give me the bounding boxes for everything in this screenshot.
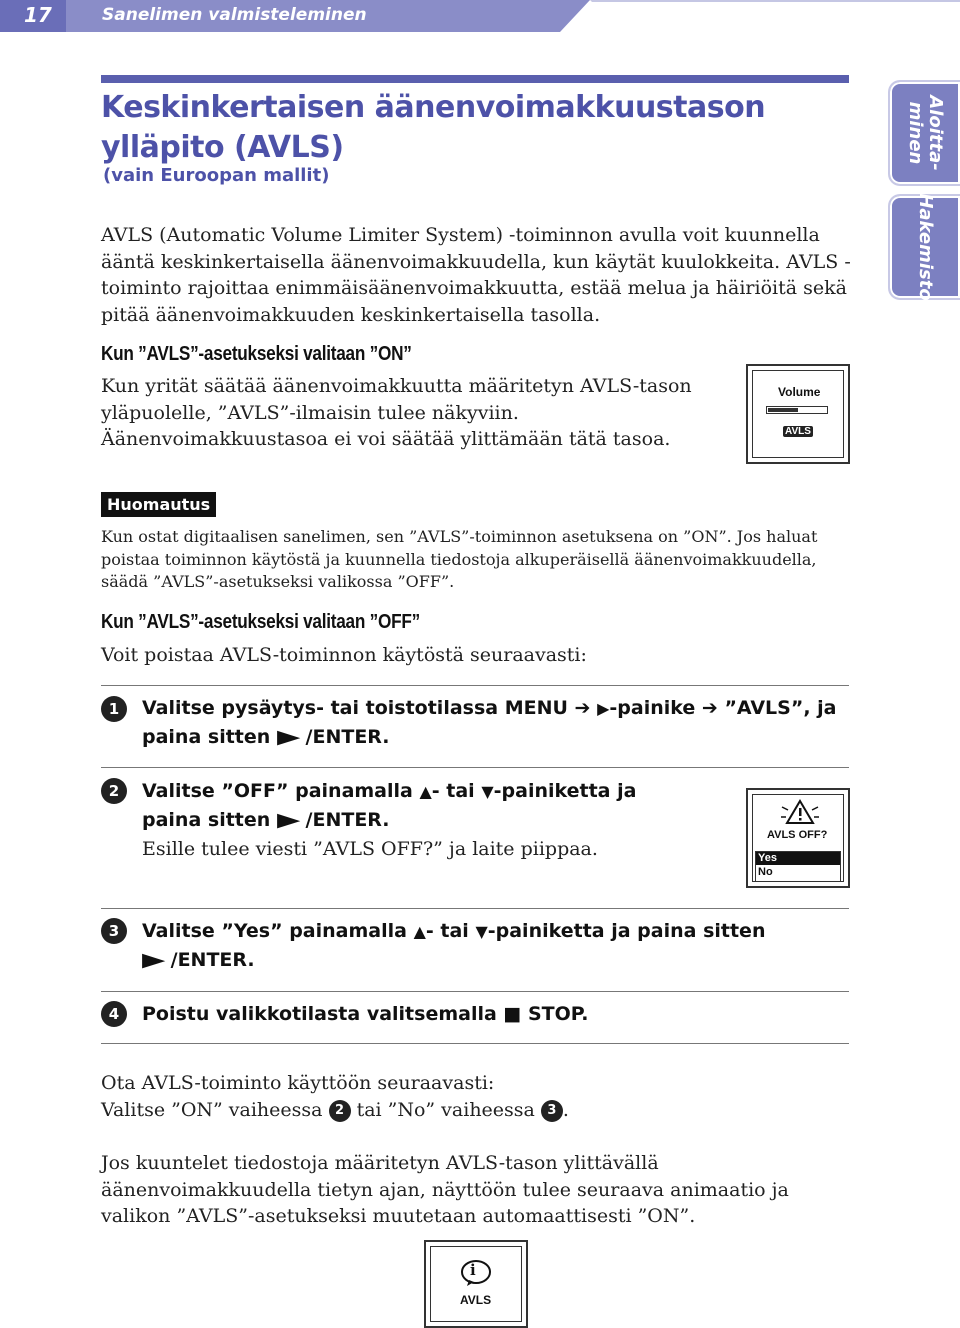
play-icon: ▶	[597, 699, 610, 718]
step-2-text	[142, 777, 636, 834]
step-rule-1	[101, 685, 849, 686]
avls-off-question: AVLS OFF?	[767, 829, 828, 841]
enable-line-2b: tai ”No” vaiheessa	[350, 1098, 541, 1121]
inline-step-number-3: 3	[541, 1100, 563, 1122]
step-number-4: 4	[101, 1001, 127, 1027]
tab-hakemisto[interactable]	[888, 194, 960, 300]
step-1-part-a: Valitse pysäytys- tai toistotilassa MENU	[142, 697, 575, 719]
inline-step-number-2: 2	[329, 1100, 351, 1122]
enable-line-2c: .	[562, 1098, 569, 1121]
note-text: Kun ostat digitaalisen sanelimen, sen ”AVLS”-toiminnon asetuksena on ”ON”. Jos haluat poistaa toiminnon käytöstä ja kuunnella tiedostoja alkuperäisellä äänenvoimakkuudella, säädä ”AVLS”-asetukseksi valikossa ”OFF”.	[101, 527, 818, 591]
info-icon	[459, 1259, 493, 1287]
step-2-part-a: Valitse ”OFF” painamalla	[142, 780, 420, 802]
up-triangle-icon: ▲	[413, 922, 426, 941]
chapter-title: Sanelimen valmisteleminen	[102, 5, 367, 25]
section-on-heading: Kun ”AVLS”-asetukseksi valitaan ”ON”	[101, 343, 412, 365]
title-rule	[101, 75, 849, 83]
step-1-part-d: ”AVLS”, ja	[717, 697, 837, 719]
step-rule-4	[101, 991, 849, 992]
page-title-line1: Keskinkertaisen äänenvoimakkuustason	[101, 90, 766, 125]
play-enter-icon: ▶	[276, 809, 301, 831]
step-2-part-e: /ENTER.	[305, 809, 390, 831]
step-2-part-b: - tai	[431, 780, 482, 802]
volume-bar	[766, 406, 828, 414]
step-rule-end	[101, 1043, 849, 1044]
step-number-1: 1	[101, 696, 127, 722]
step-3-part-c: -painiketta ja paina sitten	[487, 920, 766, 942]
note-badge: Huomautus	[101, 492, 216, 517]
stop-square-icon: ■	[503, 1003, 522, 1025]
warning-icon	[780, 799, 820, 827]
avls-info-label: AVLS	[460, 1293, 492, 1307]
section-off-text: Voit poistaa AVLS-toiminnon käytöstä seuraavasti:	[101, 644, 587, 666]
tab-aloittaminen-label: Aloitta- minen	[905, 95, 946, 171]
step-number-3: 3	[101, 918, 127, 944]
play-enter-icon: ▶	[142, 949, 166, 971]
intro-paragraph: AVLS (Automatic Volume Limiter System) -toiminnon avulla voit kuunnella ääntä keskinkertaisella äänenvoimakkuudella, kun käytät kuulokkeita. AVLS -toiminto rajoittaa enimmäisäänenvoimakkuutta, estää melua ja häiriöitä sekä pitää äänenvoimakkuuden keskinkertaisella tasolla.	[101, 224, 851, 326]
section-on-text: Kun yrität säätää äänenvoimakkuutta määritetyn AVLS-tason yläpuolelle, ”AVLS”-ilmaisin tulee näkyviin. Äänenvoimakkuustasoa ei voi säätää ylittämään tätä tasoa.	[101, 375, 692, 450]
step-2-subtext: Esille tulee viesti ”AVLS OFF?” ja laite piippaa.	[142, 838, 598, 860]
play-enter-icon: ▶	[276, 726, 301, 748]
arrow-right-icon: ➔	[701, 697, 718, 719]
step-rule-2	[101, 767, 849, 768]
arrow-right-icon: ➔	[574, 697, 591, 719]
step-rule-3	[101, 908, 849, 909]
step-1-part-f: /ENTER.	[305, 726, 390, 748]
step-3-part-d: /ENTER.	[170, 949, 255, 971]
step-2-part-c: -painiketta ja	[493, 780, 637, 802]
option-yes[interactable]: Yes	[756, 852, 840, 865]
step-1-part-e: paina sitten	[142, 726, 277, 748]
page-header	[0, 0, 960, 32]
step-3-part-b: - tai	[425, 920, 476, 942]
down-triangle-icon: ▼	[481, 782, 494, 801]
page-subtitle: (vain Euroopan mallit)	[103, 165, 330, 186]
option-no[interactable]: No	[758, 866, 773, 878]
yes-no-list	[755, 851, 841, 882]
page-title	[101, 88, 841, 168]
enable-line-2	[101, 1097, 851, 1124]
volume-label: Volume	[778, 385, 821, 399]
page-number: 17	[24, 3, 52, 27]
step-3-text	[142, 917, 765, 974]
step-2-part-d: paina sitten	[142, 809, 277, 831]
step-3-part-a: Valitse ”Yes” painamalla	[142, 920, 414, 942]
step-4-part-a: Poistu valikkotilasta valitsemalla	[142, 1003, 504, 1025]
final-paragraph: Jos kuuntelet tiedostoja määritetyn AVLS-tason ylittävällä äänenvoimakkuudella tietyn ajan, näyttöön tulee seuraava animaatio ja valikon ”AVLS”-asetukseksi muutetaan automaattisesti ”ON”.	[101, 1152, 789, 1227]
page-title-line2: ylläpito (AVLS)	[101, 130, 344, 165]
enable-paragraph	[101, 1070, 851, 1123]
step-1-text	[142, 694, 837, 751]
up-triangle-icon: ▲	[419, 782, 432, 801]
step-4-part-b: STOP.	[521, 1003, 589, 1025]
step-4-text	[142, 1000, 588, 1028]
avls-info-screen	[424, 1240, 528, 1328]
step-number-2: 2	[101, 778, 127, 804]
avls-off-screen	[746, 788, 850, 888]
tab-hakemisto-label: Hakemisto	[915, 193, 936, 301]
volume-screen	[746, 364, 850, 464]
section-off-heading: Kun ”AVLS”-asetukseksi valitaan ”OFF”	[101, 611, 420, 633]
step-1-part-c: -painike	[609, 697, 702, 719]
down-triangle-icon: ▼	[475, 922, 488, 941]
avls-indicator: AVLS	[785, 426, 811, 437]
enable-line-2a: Valitse ”ON” vaiheessa	[101, 1098, 329, 1121]
info-letter: i	[470, 1261, 476, 1279]
tab-aloittaminen[interactable]	[888, 80, 960, 186]
enable-line-1: Ota AVLS-toiminto käyttöön seuraavasti:	[101, 1072, 495, 1094]
